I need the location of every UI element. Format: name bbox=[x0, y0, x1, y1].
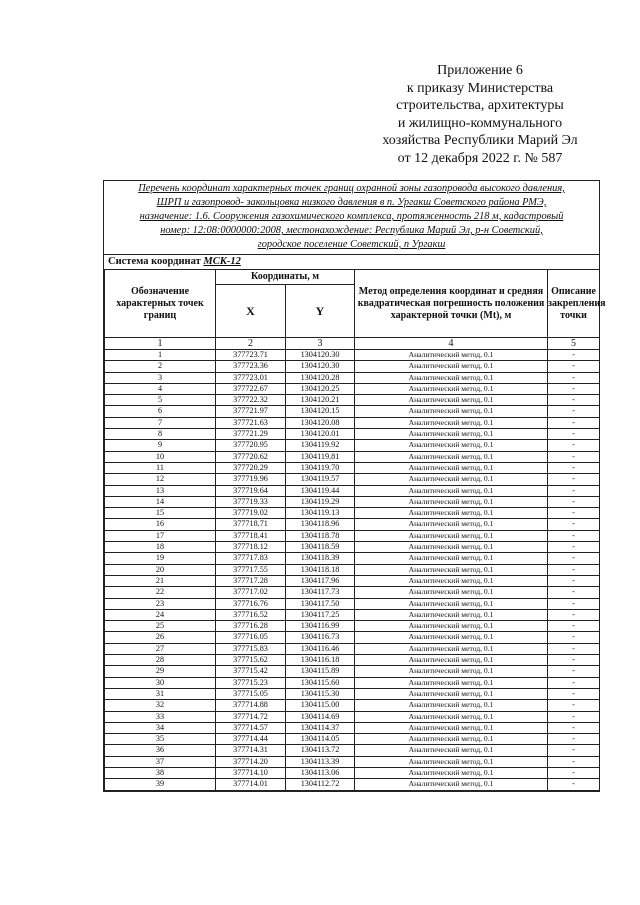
point-id-cell: 39 bbox=[105, 779, 216, 790]
description-cell: - bbox=[548, 767, 600, 778]
description-cell: - bbox=[548, 485, 600, 496]
method-cell: Аналитический метод, 0.1 bbox=[355, 655, 548, 666]
coord-y-cell: 1304117.50 bbox=[286, 598, 355, 609]
table-row bbox=[105, 677, 600, 688]
coord-x-cell: 377718.12 bbox=[216, 542, 286, 553]
coord-x-cell: 377717.28 bbox=[216, 575, 286, 586]
method-cell: Аналитический метод, 0.1 bbox=[355, 485, 548, 496]
description-cell: - bbox=[548, 361, 600, 372]
appendix-line: Приложение 6 bbox=[437, 63, 523, 78]
coord-y-cell: 1304119.70 bbox=[286, 462, 355, 473]
table-row bbox=[105, 655, 600, 666]
description-cell: - bbox=[548, 711, 600, 722]
table-row bbox=[105, 542, 600, 553]
description-cell: - bbox=[548, 779, 600, 790]
coord-x-cell: 377714.72 bbox=[216, 711, 286, 722]
table-row bbox=[105, 474, 600, 485]
coord-y-cell: 1304118.39 bbox=[286, 553, 355, 564]
method-cell: Аналитический метод, 0.1 bbox=[355, 553, 548, 564]
method-cell: Аналитический метод, 0.1 bbox=[355, 734, 548, 745]
point-id-cell: 19 bbox=[105, 553, 216, 564]
table-row bbox=[105, 688, 600, 699]
table-row bbox=[105, 395, 600, 406]
coord-y-cell: 1304113.06 bbox=[286, 767, 355, 778]
coord-x-cell: 377721.63 bbox=[216, 417, 286, 428]
coord-x-cell: 377716.52 bbox=[216, 609, 286, 620]
point-id-cell: 28 bbox=[105, 655, 216, 666]
coord-y-cell: 1304113.72 bbox=[286, 745, 355, 756]
coord-x-cell: 377714.10 bbox=[216, 767, 286, 778]
method-cell: Аналитический метод, 0.1 bbox=[355, 609, 548, 620]
coord-x-cell: 377717.83 bbox=[216, 553, 286, 564]
description-cell: - bbox=[548, 688, 600, 699]
appendix-line: и жилищно-коммунального bbox=[397, 115, 563, 131]
method-cell: Аналитический метод, 0.1 bbox=[355, 767, 548, 778]
point-id-cell: 35 bbox=[105, 734, 216, 745]
table-row bbox=[105, 587, 600, 598]
coord-y-cell: 1304117.96 bbox=[286, 575, 355, 586]
method-cell: Аналитический метод, 0.1 bbox=[355, 372, 548, 383]
point-id-cell: 33 bbox=[105, 711, 216, 722]
method-cell: Аналитический метод, 0.1 bbox=[355, 462, 548, 473]
table-row bbox=[105, 598, 600, 609]
method-cell: Аналитический метод, 0.1 bbox=[355, 643, 548, 654]
table-row bbox=[105, 609, 600, 620]
description-cell: - bbox=[548, 395, 600, 406]
header-point: Обозначение характерных точек границ bbox=[105, 270, 216, 338]
coord-x-cell: 377720.95 bbox=[216, 440, 286, 451]
table-row bbox=[105, 722, 600, 733]
coord-y-cell: 1304119.92 bbox=[286, 440, 355, 451]
coord-x-cell: 377714.88 bbox=[216, 700, 286, 711]
table-title-line: назначение: 1.6. Сооружения газохимического комплекса, протяженность 218 м, кадастровый bbox=[139, 211, 564, 222]
point-id-cell: 24 bbox=[105, 609, 216, 620]
point-id-cell: 38 bbox=[105, 767, 216, 778]
method-cell: Аналитический метод, 0.1 bbox=[355, 745, 548, 756]
table-row bbox=[105, 553, 600, 564]
point-id-cell: 12 bbox=[105, 474, 216, 485]
method-cell: Аналитический метод, 0.1 bbox=[355, 530, 548, 541]
method-cell: Аналитический метод, 0.1 bbox=[355, 440, 548, 451]
point-id-cell: 14 bbox=[105, 496, 216, 507]
table-row bbox=[105, 508, 600, 519]
coord-x-cell: 377721.29 bbox=[216, 429, 286, 440]
column-number: 4 bbox=[355, 338, 548, 350]
method-cell: Аналитический метод, 0.1 bbox=[355, 361, 548, 372]
description-cell: - bbox=[548, 621, 600, 632]
table-row bbox=[105, 519, 600, 530]
point-id-cell: 31 bbox=[105, 688, 216, 699]
description-cell: - bbox=[548, 598, 600, 609]
description-cell: - bbox=[548, 429, 600, 440]
description-cell: - bbox=[548, 734, 600, 745]
point-id-cell: 16 bbox=[105, 519, 216, 530]
coord-y-cell: 1304114.69 bbox=[286, 711, 355, 722]
coord-x-cell: 377716.76 bbox=[216, 598, 286, 609]
point-id-cell: 37 bbox=[105, 756, 216, 767]
point-id-cell: 11 bbox=[105, 462, 216, 473]
table-row bbox=[105, 440, 600, 451]
description-cell: - bbox=[548, 508, 600, 519]
coord-x-cell: 377719.02 bbox=[216, 508, 286, 519]
method-cell: Аналитический метод, 0.1 bbox=[355, 632, 548, 643]
appendix-line: от 12 декабря 2022 г. № 587 bbox=[397, 150, 563, 166]
header-method: Метод определения координат и средняя квадратическая погрешность положения характерной точки (Mt), м bbox=[355, 270, 548, 338]
column-number: 5 bbox=[548, 338, 600, 350]
header-x: X bbox=[216, 285, 286, 338]
point-id-cell: 32 bbox=[105, 700, 216, 711]
coord-y-cell: 1304114.05 bbox=[286, 734, 355, 745]
table-title-line: номер: 12:08:0000000:2008, местонахождение: Республика Марий Эл, р-н Советский, bbox=[160, 225, 543, 236]
table-row bbox=[105, 530, 600, 541]
column-number: 1 bbox=[105, 338, 216, 350]
coord-x-cell: 377723.01 bbox=[216, 372, 286, 383]
coord-y-cell: 1304120.30 bbox=[286, 350, 355, 361]
point-id-cell: 6 bbox=[105, 406, 216, 417]
coord-x-cell: 377715.05 bbox=[216, 688, 286, 699]
method-cell: Аналитический метод, 0.1 bbox=[355, 383, 548, 394]
table-row bbox=[105, 462, 600, 473]
table-row bbox=[105, 666, 600, 677]
point-id-cell: 10 bbox=[105, 451, 216, 462]
coord-y-cell: 1304118.18 bbox=[286, 564, 355, 575]
coord-y-cell: 1304112.72 bbox=[286, 779, 355, 790]
method-cell: Аналитический метод, 0.1 bbox=[355, 722, 548, 733]
coord-y-cell: 1304119.44 bbox=[286, 485, 355, 496]
description-cell: - bbox=[548, 496, 600, 507]
method-cell: Аналитический метод, 0.1 bbox=[355, 688, 548, 699]
method-cell: Аналитический метод, 0.1 bbox=[355, 564, 548, 575]
point-id-cell: 26 bbox=[105, 632, 216, 643]
coord-x-cell: 377723.36 bbox=[216, 361, 286, 372]
point-id-cell: 5 bbox=[105, 395, 216, 406]
point-id-cell: 20 bbox=[105, 564, 216, 575]
table-row bbox=[105, 779, 600, 790]
coord-x-cell: 377716.05 bbox=[216, 632, 286, 643]
table-row bbox=[105, 485, 600, 496]
coord-y-cell: 1304119.81 bbox=[286, 451, 355, 462]
method-cell: Аналитический метод, 0.1 bbox=[355, 508, 548, 519]
table-row bbox=[105, 745, 600, 756]
coord-x-cell: 377719.33 bbox=[216, 496, 286, 507]
table-row bbox=[105, 575, 600, 586]
appendix-line: к приказу Министерства bbox=[406, 80, 554, 96]
description-cell: - bbox=[548, 643, 600, 654]
coord-x-cell: 377722.67 bbox=[216, 383, 286, 394]
point-id-cell: 1 bbox=[105, 350, 216, 361]
table-row bbox=[105, 643, 600, 654]
coord-y-cell: 1304120.30 bbox=[286, 361, 355, 372]
coord-x-cell: 377717.55 bbox=[216, 564, 286, 575]
coord-x-cell: 377714.20 bbox=[216, 756, 286, 767]
coord-y-cell: 1304119.57 bbox=[286, 474, 355, 485]
point-id-cell: 7 bbox=[105, 417, 216, 428]
method-cell: Аналитический метод, 0.1 bbox=[355, 474, 548, 485]
coord-x-cell: 377720.62 bbox=[216, 451, 286, 462]
coord-x-cell: 377714.31 bbox=[216, 745, 286, 756]
table-row bbox=[105, 734, 600, 745]
coord-x-cell: 377716.28 bbox=[216, 621, 286, 632]
coord-y-cell: 1304113.39 bbox=[286, 756, 355, 767]
coord-y-cell: 1304116.99 bbox=[286, 621, 355, 632]
table-row bbox=[105, 767, 600, 778]
method-cell: Аналитический метод, 0.1 bbox=[355, 496, 548, 507]
description-cell: - bbox=[548, 722, 600, 733]
description-cell: - bbox=[548, 677, 600, 688]
coordinate-system-value: МСК-12 bbox=[203, 256, 241, 267]
coord-x-cell: 377723.71 bbox=[216, 350, 286, 361]
description-cell: - bbox=[548, 542, 600, 553]
table-row bbox=[105, 406, 600, 417]
method-cell: Аналитический метод, 0.1 bbox=[355, 598, 548, 609]
table-row bbox=[105, 417, 600, 428]
point-id-cell: 8 bbox=[105, 429, 216, 440]
coord-y-cell: 1304120.01 bbox=[286, 429, 355, 440]
table-body bbox=[105, 350, 600, 791]
coord-y-cell: 1304118.78 bbox=[286, 530, 355, 541]
description-cell: - bbox=[548, 745, 600, 756]
coord-x-cell: 377715.23 bbox=[216, 677, 286, 688]
coord-x-cell: 377714.01 bbox=[216, 779, 286, 790]
coord-y-cell: 1304116.46 bbox=[286, 643, 355, 654]
coord-y-cell: 1304115.89 bbox=[286, 666, 355, 677]
coord-y-cell: 1304117.25 bbox=[286, 609, 355, 620]
point-id-cell: 30 bbox=[105, 677, 216, 688]
coord-y-cell: 1304119.13 bbox=[286, 508, 355, 519]
coord-x-cell: 377715.42 bbox=[216, 666, 286, 677]
method-cell: Аналитический метод, 0.1 bbox=[355, 621, 548, 632]
coord-y-cell: 1304116.18 bbox=[286, 655, 355, 666]
coord-y-cell: 1304120.15 bbox=[286, 406, 355, 417]
method-cell: Аналитический метод, 0.1 bbox=[355, 395, 548, 406]
point-id-cell: 13 bbox=[105, 485, 216, 496]
point-id-cell: 15 bbox=[105, 508, 216, 519]
description-cell: - bbox=[548, 383, 600, 394]
point-id-cell: 4 bbox=[105, 383, 216, 394]
coord-x-cell: 377718.41 bbox=[216, 530, 286, 541]
point-id-cell: 22 bbox=[105, 587, 216, 598]
table-title-line: ШРП и газопровод- закольцовка низкого давления в п. Ургакш Советского района РМЭ, bbox=[156, 197, 547, 208]
coord-y-cell: 1304119.29 bbox=[286, 496, 355, 507]
table-row bbox=[105, 700, 600, 711]
table-row bbox=[105, 350, 600, 361]
method-cell: Аналитический метод, 0.1 bbox=[355, 406, 548, 417]
description-cell: - bbox=[548, 530, 600, 541]
point-id-cell: 36 bbox=[105, 745, 216, 756]
appendix-header bbox=[360, 62, 600, 167]
description-cell: - bbox=[548, 575, 600, 586]
table-row bbox=[105, 621, 600, 632]
coordinate-system bbox=[104, 255, 599, 269]
coordinate-system-label: Система координат bbox=[108, 256, 201, 267]
coord-x-cell: 377715.62 bbox=[216, 655, 286, 666]
description-cell: - bbox=[548, 587, 600, 598]
point-id-cell: 25 bbox=[105, 621, 216, 632]
point-id-cell: 9 bbox=[105, 440, 216, 451]
appendix-line: строительства, архитектуры bbox=[396, 98, 564, 113]
point-id-cell: 17 bbox=[105, 530, 216, 541]
coord-y-cell: 1304120.08 bbox=[286, 417, 355, 428]
table-row bbox=[105, 429, 600, 440]
coord-y-cell: 1304118.59 bbox=[286, 542, 355, 553]
method-cell: Аналитический метод, 0.1 bbox=[355, 756, 548, 767]
method-cell: Аналитический метод, 0.1 bbox=[355, 542, 548, 553]
coord-x-cell: 377714.57 bbox=[216, 722, 286, 733]
description-cell: - bbox=[548, 655, 600, 666]
point-id-cell: 18 bbox=[105, 542, 216, 553]
table-title bbox=[104, 181, 599, 255]
coordinates-table bbox=[104, 269, 606, 791]
method-cell: Аналитический метод, 0.1 bbox=[355, 519, 548, 530]
coord-y-cell: 1304115.60 bbox=[286, 677, 355, 688]
method-cell: Аналитический метод, 0.1 bbox=[355, 677, 548, 688]
point-id-cell: 27 bbox=[105, 643, 216, 654]
coord-x-cell: 377721.97 bbox=[216, 406, 286, 417]
method-cell: Аналитический метод, 0.1 bbox=[355, 587, 548, 598]
method-cell: Аналитический метод, 0.1 bbox=[355, 666, 548, 677]
description-cell: - bbox=[548, 564, 600, 575]
coord-x-cell: 377722.32 bbox=[216, 395, 286, 406]
description-cell: - bbox=[548, 756, 600, 767]
coord-y-cell: 1304114.37 bbox=[286, 722, 355, 733]
coord-x-cell: 377718.71 bbox=[216, 519, 286, 530]
coord-y-cell: 1304117.73 bbox=[286, 587, 355, 598]
table-title-line: Перечень координат характерных точек границ охранной зоны газопровода высокого давления, bbox=[138, 183, 565, 194]
description-cell: - bbox=[548, 406, 600, 417]
method-cell: Аналитический метод, 0.1 bbox=[355, 429, 548, 440]
coord-y-cell: 1304115.30 bbox=[286, 688, 355, 699]
header-y: Y bbox=[286, 285, 355, 338]
description-cell: - bbox=[548, 417, 600, 428]
description-cell: - bbox=[548, 451, 600, 462]
header-desc: Описание закрепления точки bbox=[548, 270, 600, 338]
description-cell: - bbox=[548, 350, 600, 361]
coord-y-cell: 1304120.21 bbox=[286, 395, 355, 406]
description-cell: - bbox=[548, 474, 600, 485]
description-cell: - bbox=[548, 519, 600, 530]
coord-x-cell: 377717.02 bbox=[216, 587, 286, 598]
coord-y-cell: 1304120.25 bbox=[286, 383, 355, 394]
coord-x-cell: 377719.96 bbox=[216, 474, 286, 485]
table-row bbox=[105, 451, 600, 462]
point-id-cell: 2 bbox=[105, 361, 216, 372]
description-cell: - bbox=[548, 440, 600, 451]
coord-y-cell: 1304118.96 bbox=[286, 519, 355, 530]
table-row bbox=[105, 632, 600, 643]
coord-x-cell: 377719.64 bbox=[216, 485, 286, 496]
coord-y-cell: 1304120.28 bbox=[286, 372, 355, 383]
method-cell: Аналитический метод, 0.1 bbox=[355, 711, 548, 722]
table-row bbox=[105, 564, 600, 575]
description-cell: - bbox=[548, 632, 600, 643]
point-id-cell: 34 bbox=[105, 722, 216, 733]
description-cell: - bbox=[548, 666, 600, 677]
table-row bbox=[105, 361, 600, 372]
table-row bbox=[105, 496, 600, 507]
point-id-cell: 3 bbox=[105, 372, 216, 383]
header-coords: Координаты, м bbox=[216, 270, 355, 285]
description-cell: - bbox=[548, 553, 600, 564]
method-cell: Аналитический метод, 0.1 bbox=[355, 451, 548, 462]
table-row bbox=[105, 383, 600, 394]
coord-x-cell: 377714.44 bbox=[216, 734, 286, 745]
table-row bbox=[105, 756, 600, 767]
table-title-line: городское поселение Советский, п Ургакш bbox=[257, 239, 446, 250]
column-number: 2 bbox=[216, 338, 286, 350]
appendix-line: хозяйства Республики Марий Эл bbox=[382, 133, 578, 148]
point-id-cell: 21 bbox=[105, 575, 216, 586]
coord-y-cell: 1304115.00 bbox=[286, 700, 355, 711]
coord-y-cell: 1304116.73 bbox=[286, 632, 355, 643]
coordinates-table-block bbox=[103, 180, 606, 792]
description-cell: - bbox=[548, 462, 600, 473]
table-row bbox=[105, 372, 600, 383]
method-cell: Аналитический метод, 0.1 bbox=[355, 417, 548, 428]
point-id-cell: 23 bbox=[105, 598, 216, 609]
method-cell: Аналитический метод, 0.1 bbox=[355, 779, 548, 790]
coord-x-cell: 377720.29 bbox=[216, 462, 286, 473]
column-number: 3 bbox=[286, 338, 355, 350]
coord-x-cell: 377715.83 bbox=[216, 643, 286, 654]
description-cell: - bbox=[548, 700, 600, 711]
point-id-cell: 29 bbox=[105, 666, 216, 677]
method-cell: Аналитический метод, 0.1 bbox=[355, 700, 548, 711]
method-cell: Аналитический метод, 0.1 bbox=[355, 575, 548, 586]
table-row bbox=[105, 711, 600, 722]
description-cell: - bbox=[548, 609, 600, 620]
method-cell: Аналитический метод, 0.1 bbox=[355, 350, 548, 361]
description-cell: - bbox=[548, 372, 600, 383]
